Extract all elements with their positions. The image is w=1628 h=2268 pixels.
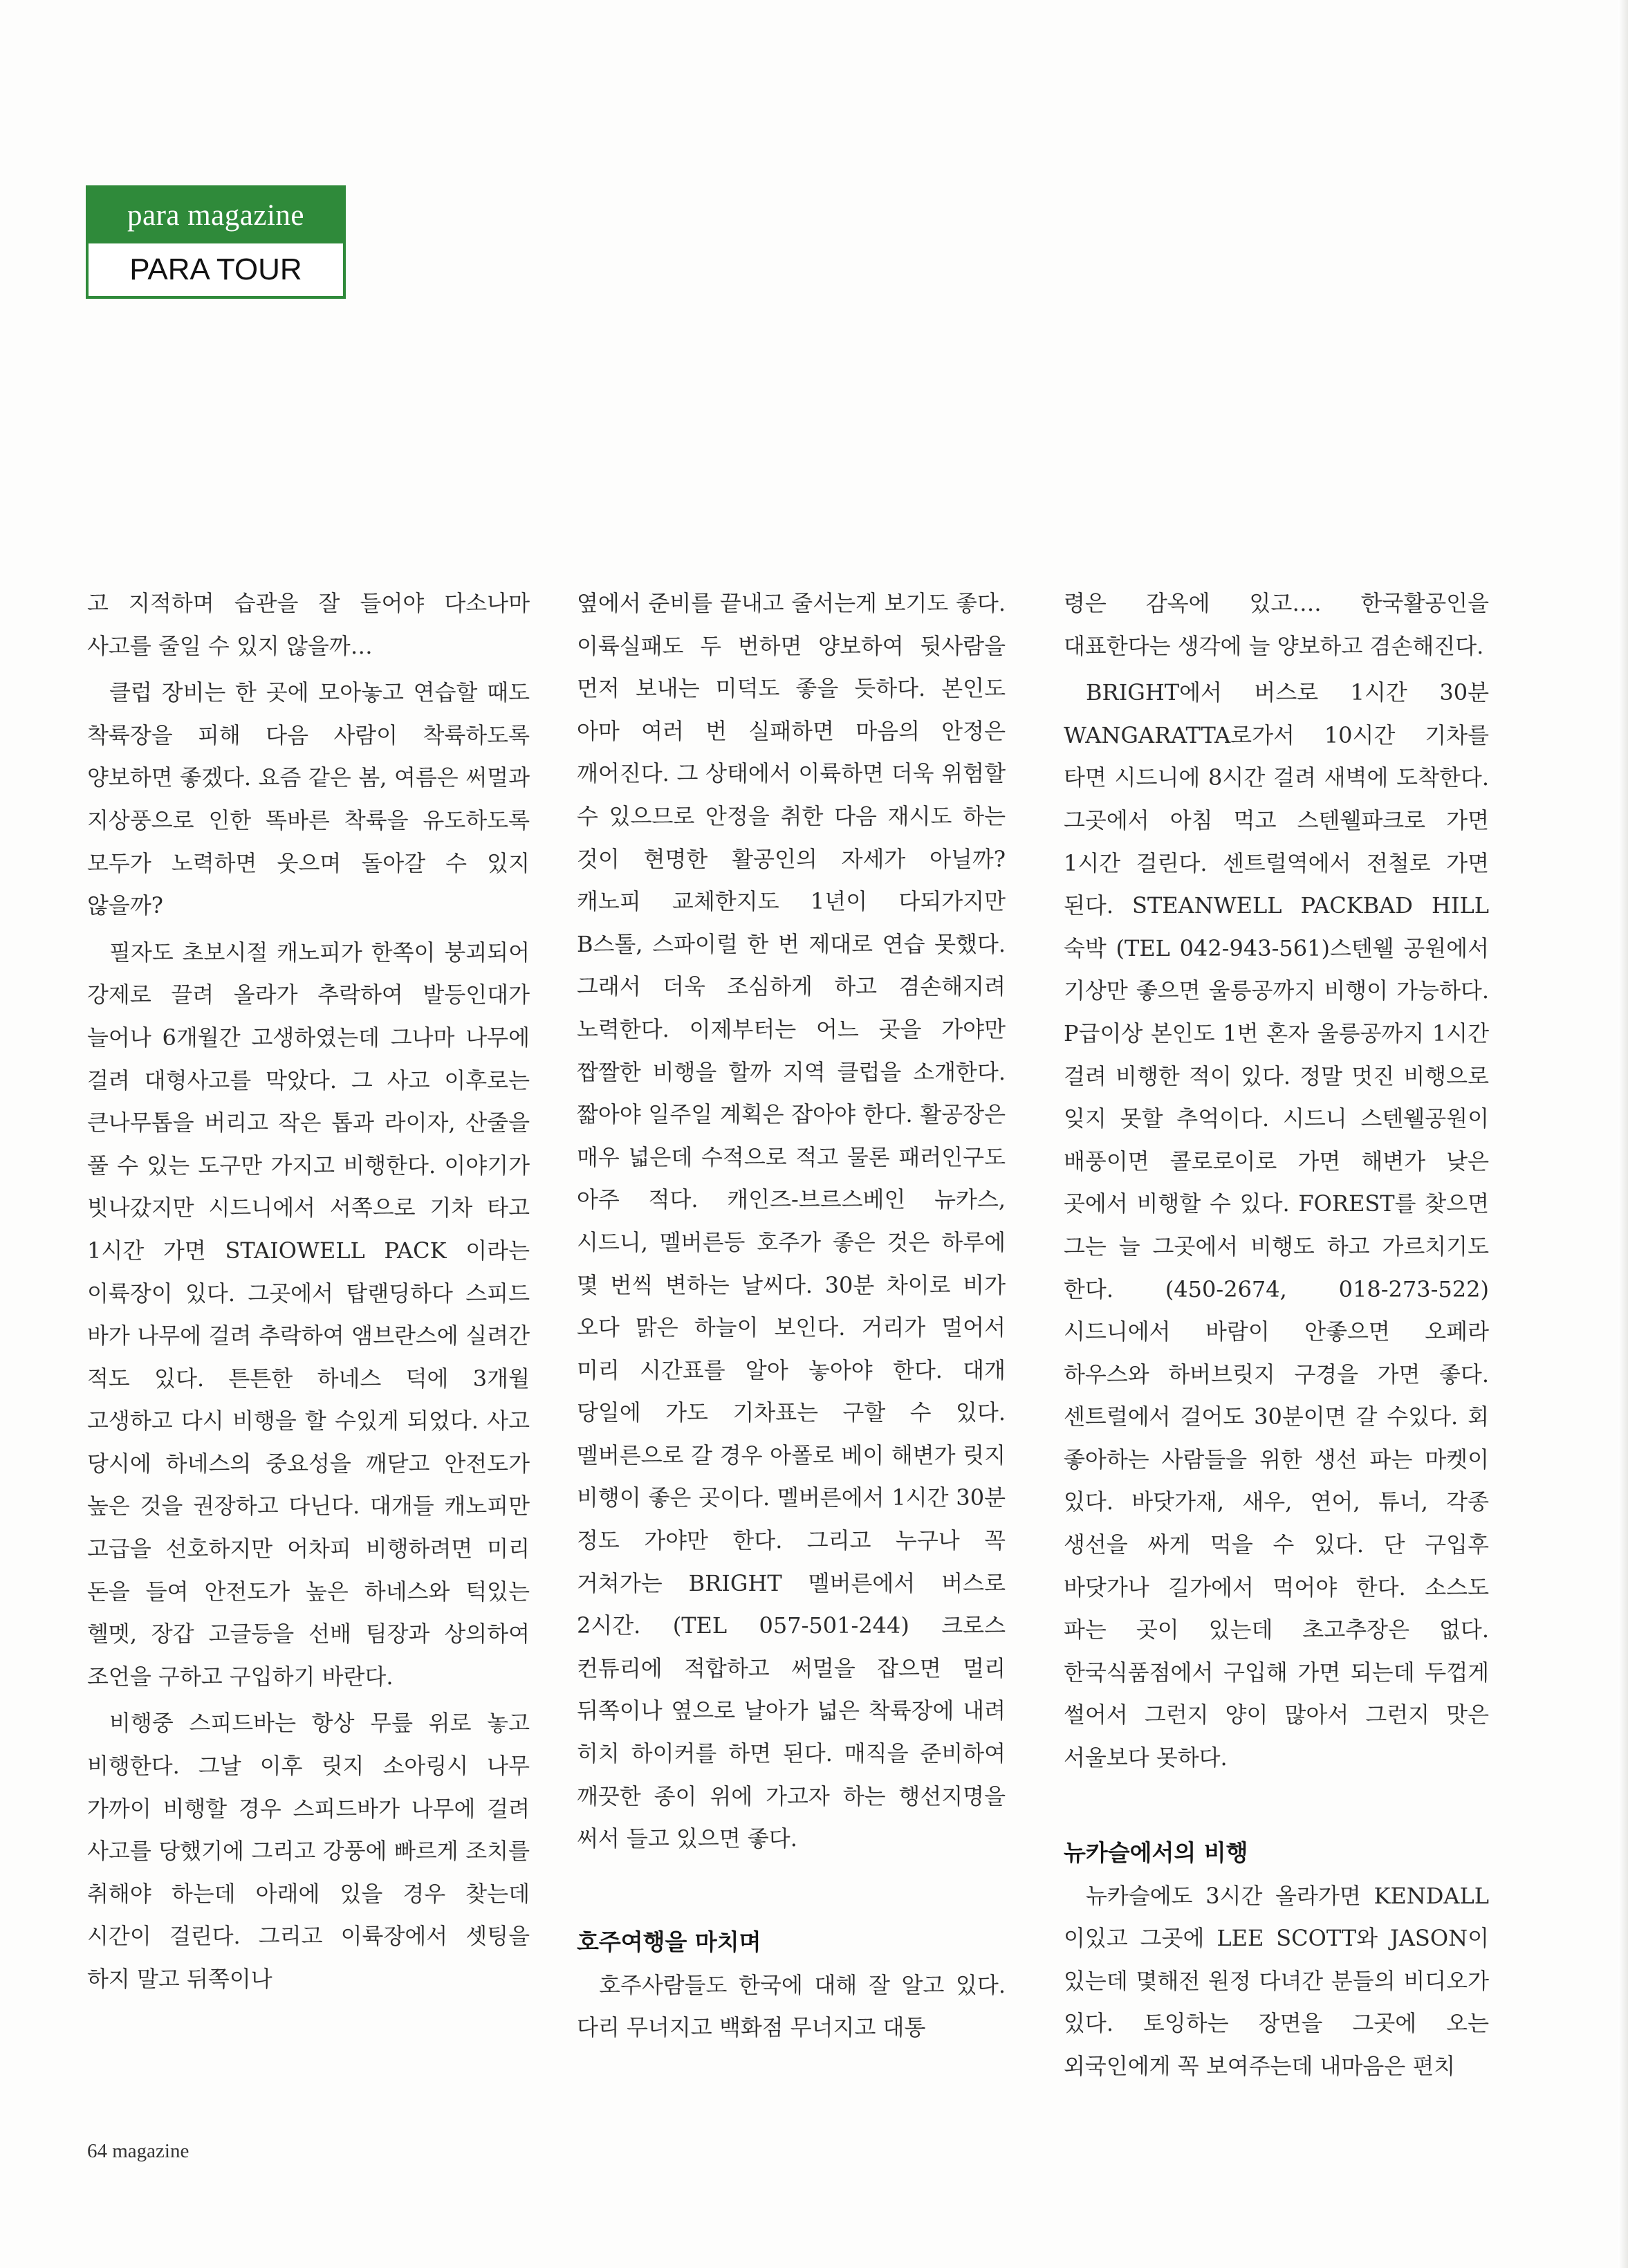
article-column-2: [577, 582, 1006, 2049]
paragraph: BRIGHT에서 버스로 1시간 30분 WANGARATTA로가서 10시간 기차를 타면 시드니에 8시간 걸려 새벽에 도착한다. 그곳에서 아침 먹고 스텐웰파크로 가면 1시간 걸린다. 센트럴역에서 전철로 가면 된다. STEANWELL PACKBAD HILL 숙박 (TEL 042-943-561)스텐웰 공원에서 기상만 좋으면 울릉공까지 비행이 가능하다. P급이상 본인도 1번 혼자 울릉공까지 1시간 걸려 비행한 적이 있다. 정말 멋진 비행으로 잊지 못할 추억이다. 시드니 스텐웰공원이 배풍이면 콜로로이로 가면 해변가 낮은 곳에서 비행할 수 있다. FOREST를 찾으면 그는 늘 그곳에서 비행도 하고 가르치기도 한다. (450-2674, 018-273-522) 시드니에서 바람이 안좋으면 오페라 하우스와 하버브릿지 구경을 가면 좋다. 센트럴에서 걸어도 30분이면 갈 수있다. 회 좋아하는 사람들을 위한 생선 파는 마켓이 있다. 바닷가재, 새우, 연어, 튜너, 각종 생선을 싸게 먹을 수 있다. 단 구입후 바닷가나 길가에서 먹어야 한다. 소스도 파는 곳이 있는데 초고추장은 없다. 한국식품점에서 구입해 가면 되는데 두껍게 썰어서 그런지 양이 많아서 그런지 맛은 서울보다 못하다.: [1064, 679, 1489, 1771]
subheading-australia-trip-end: 호주여행을 마치며: [577, 1928, 761, 1955]
article-column-1: [87, 582, 530, 2001]
section-title: PARA TOUR: [129, 252, 302, 286]
page-edge-shadow: [1618, 0, 1628, 2268]
magazine-name: para magazine: [89, 188, 343, 243]
paragraph: 클럽 장비는 한 곳에 모아놓고 연습할 때도 착륙장을 피해 다음 사람이 착륙하도록 양보하면 좋겠다. 요즘 같은 봄, 여름은 써멀과 지상풍으로 인한 똑바른 착륙을 유도하도록 모두가 노력하면 웃으며 돌아갈 수 있지 않을까?: [87, 679, 530, 919]
paragraph: 필자도 초보시절 캐노피가 한쪽이 붕괴되어 강제로 끌려 올라가 추락하여 발등인대가 늘어나 6개월간 고생하였는데 그나마 나무에 걸려 대형사고를 막았다. 그 사고 이후로는 큰나무톱을 버리고 작은 톱과 라이자, 산줄을 풀 수 있는 도구만 가지고 비행한다. 이야기가 빗나갔지만 시드니에서 서쪽으로 기차 타고 1시간 가면 STAIOWELL PACK 이라는 이륙장이 있다. 그곳에서 탑랜딩하다 스피드 바가 나무에 걸려 추락하여 앰브란스에 실려간 적도 있다. 튼튼한 하네스 덕에 3개월 고생하고 다시 비행을 할 수있게 되었다. 사고 당시에 하네스의 중요성을 깨닫고 안전도가 높은 것을 권장하고 다닌다. 대개들 캐노피만 고급을 선호하지만 어차피 비행하려면 미리 돈을 들여 안전도가 높은 하네스와 턱있는 헬멧, 장갑 고글등을 선배 팀장과 상의하여 조언을 구하고 구입하기 바란다.: [87, 939, 530, 1690]
page-number-footer: 64 magazine: [87, 2140, 189, 2162]
paragraph: 옆에서 준비를 끝내고 줄서는게 보기도 좋다. 이륙실패도 두 번하면 양보하여 뒷사람을 먼저 보내는 미덕도 좋을 듯하다. 본인도 아마 여러 번 실패하면 마음의 안정은 깨어진다. 그 상태에서 이륙하면 더욱 위험할 수 있으므로 안정을 취한 다음 재시도 하는 것이 현명한 활공인의 자세가 아닐까? 캐노피 교체한지도 1년이 다되가지만 B스톨, 스파이럴 한 번 제대로 연습 못했다. 그래서 더욱 조심하게 하고 겸손해지려 노력한다. 이제부터는 어느 곳을 가야만 짭짤한 비행을 할까 지역 클럽을 소개한다. 짧아야 일주일 계획은 잡아야 한다. 활공장은 매우 넓은데 수적으로 적고 물론 패러인구도 아주 적다. 캐인즈-브르스베인 뉴카스, 시드니, 멜버른등 호주가 좋은 것은 하루에 몇 번씩 변하는 날씨다. 30분 차이로 비가 오다 맑은 하늘이 보인다. 거리가 멀어서 미리 시간표를 알아 놓아야 한다. 대개 당일에 가도 기차표는 구할 수 있다. 멜버른으로 갈 경우 아폴로 베이 해변가 릿지 비행이 좋은 곳이다. 멜버른에서 1시간 30분 정도 가야만 한다. 그리고 누구나 꼭 거쳐가는 BRIGHT 멜버른에서 버스로 2시간. (TEL 057-501-244) 크로스 컨튜리에 적합하고 써멀을 잡으면 멀리 뒤쪽이나 옆으로 날아가 넓은 착륙장에 내려 히치 하이커를 하면 된다. 매직을 준비하여 깨끗한 종이 위에 가고자 하는 행선지명을 써서 들고 있으면 좋다.: [577, 590, 1006, 1852]
paragraph: 고 지적하며 습관을 잘 들어야 다소나마 사고를 줄일 수 있지 않을까…: [87, 590, 530, 659]
paragraph: 비행중 스피드바는 항상 무릎 위로 놓고 비행한다. 그날 이후 릿지 소아링시 나무 가까이 비행할 경우 스피드바가 나무에 걸려 사고를 당했기에 그리고 강풍에 빠르게 조치를 취해야 하는데 아래에 있을 경우 찾는데 시간이 걸린다. 그리고 이륙장에서 셋팅을 하지 말고 뒤쪽이나: [87, 1710, 530, 1992]
section-badge: [86, 185, 346, 299]
paragraph: 호주사람들도 한국에 대해 잘 알고 있다. 다리 무너지고 백화점 무너지고 대통: [577, 1971, 1006, 2041]
article-column-3: [1064, 582, 1489, 2088]
paragraph: 령은 감옥에 있고…. 한국활공인을 대표한다는 생각에 늘 양보하고 겸손해진다.: [1064, 590, 1489, 659]
paragraph: 뉴카슬에도 3시간 올라가면 KENDALL 이있고 그곳에 LEE SCOTT와 JASON이 있는데 몇해전 원정 다녀간 분들의 비디오가 있다. 토잉하는 장면을 그곳에 오는 외국인에게 꼭 보여주는데 내마음은 편치: [1064, 1882, 1489, 2079]
subheading-newcastle-flight: 뉴카슬에서의 비행: [1064, 1838, 1248, 1866]
